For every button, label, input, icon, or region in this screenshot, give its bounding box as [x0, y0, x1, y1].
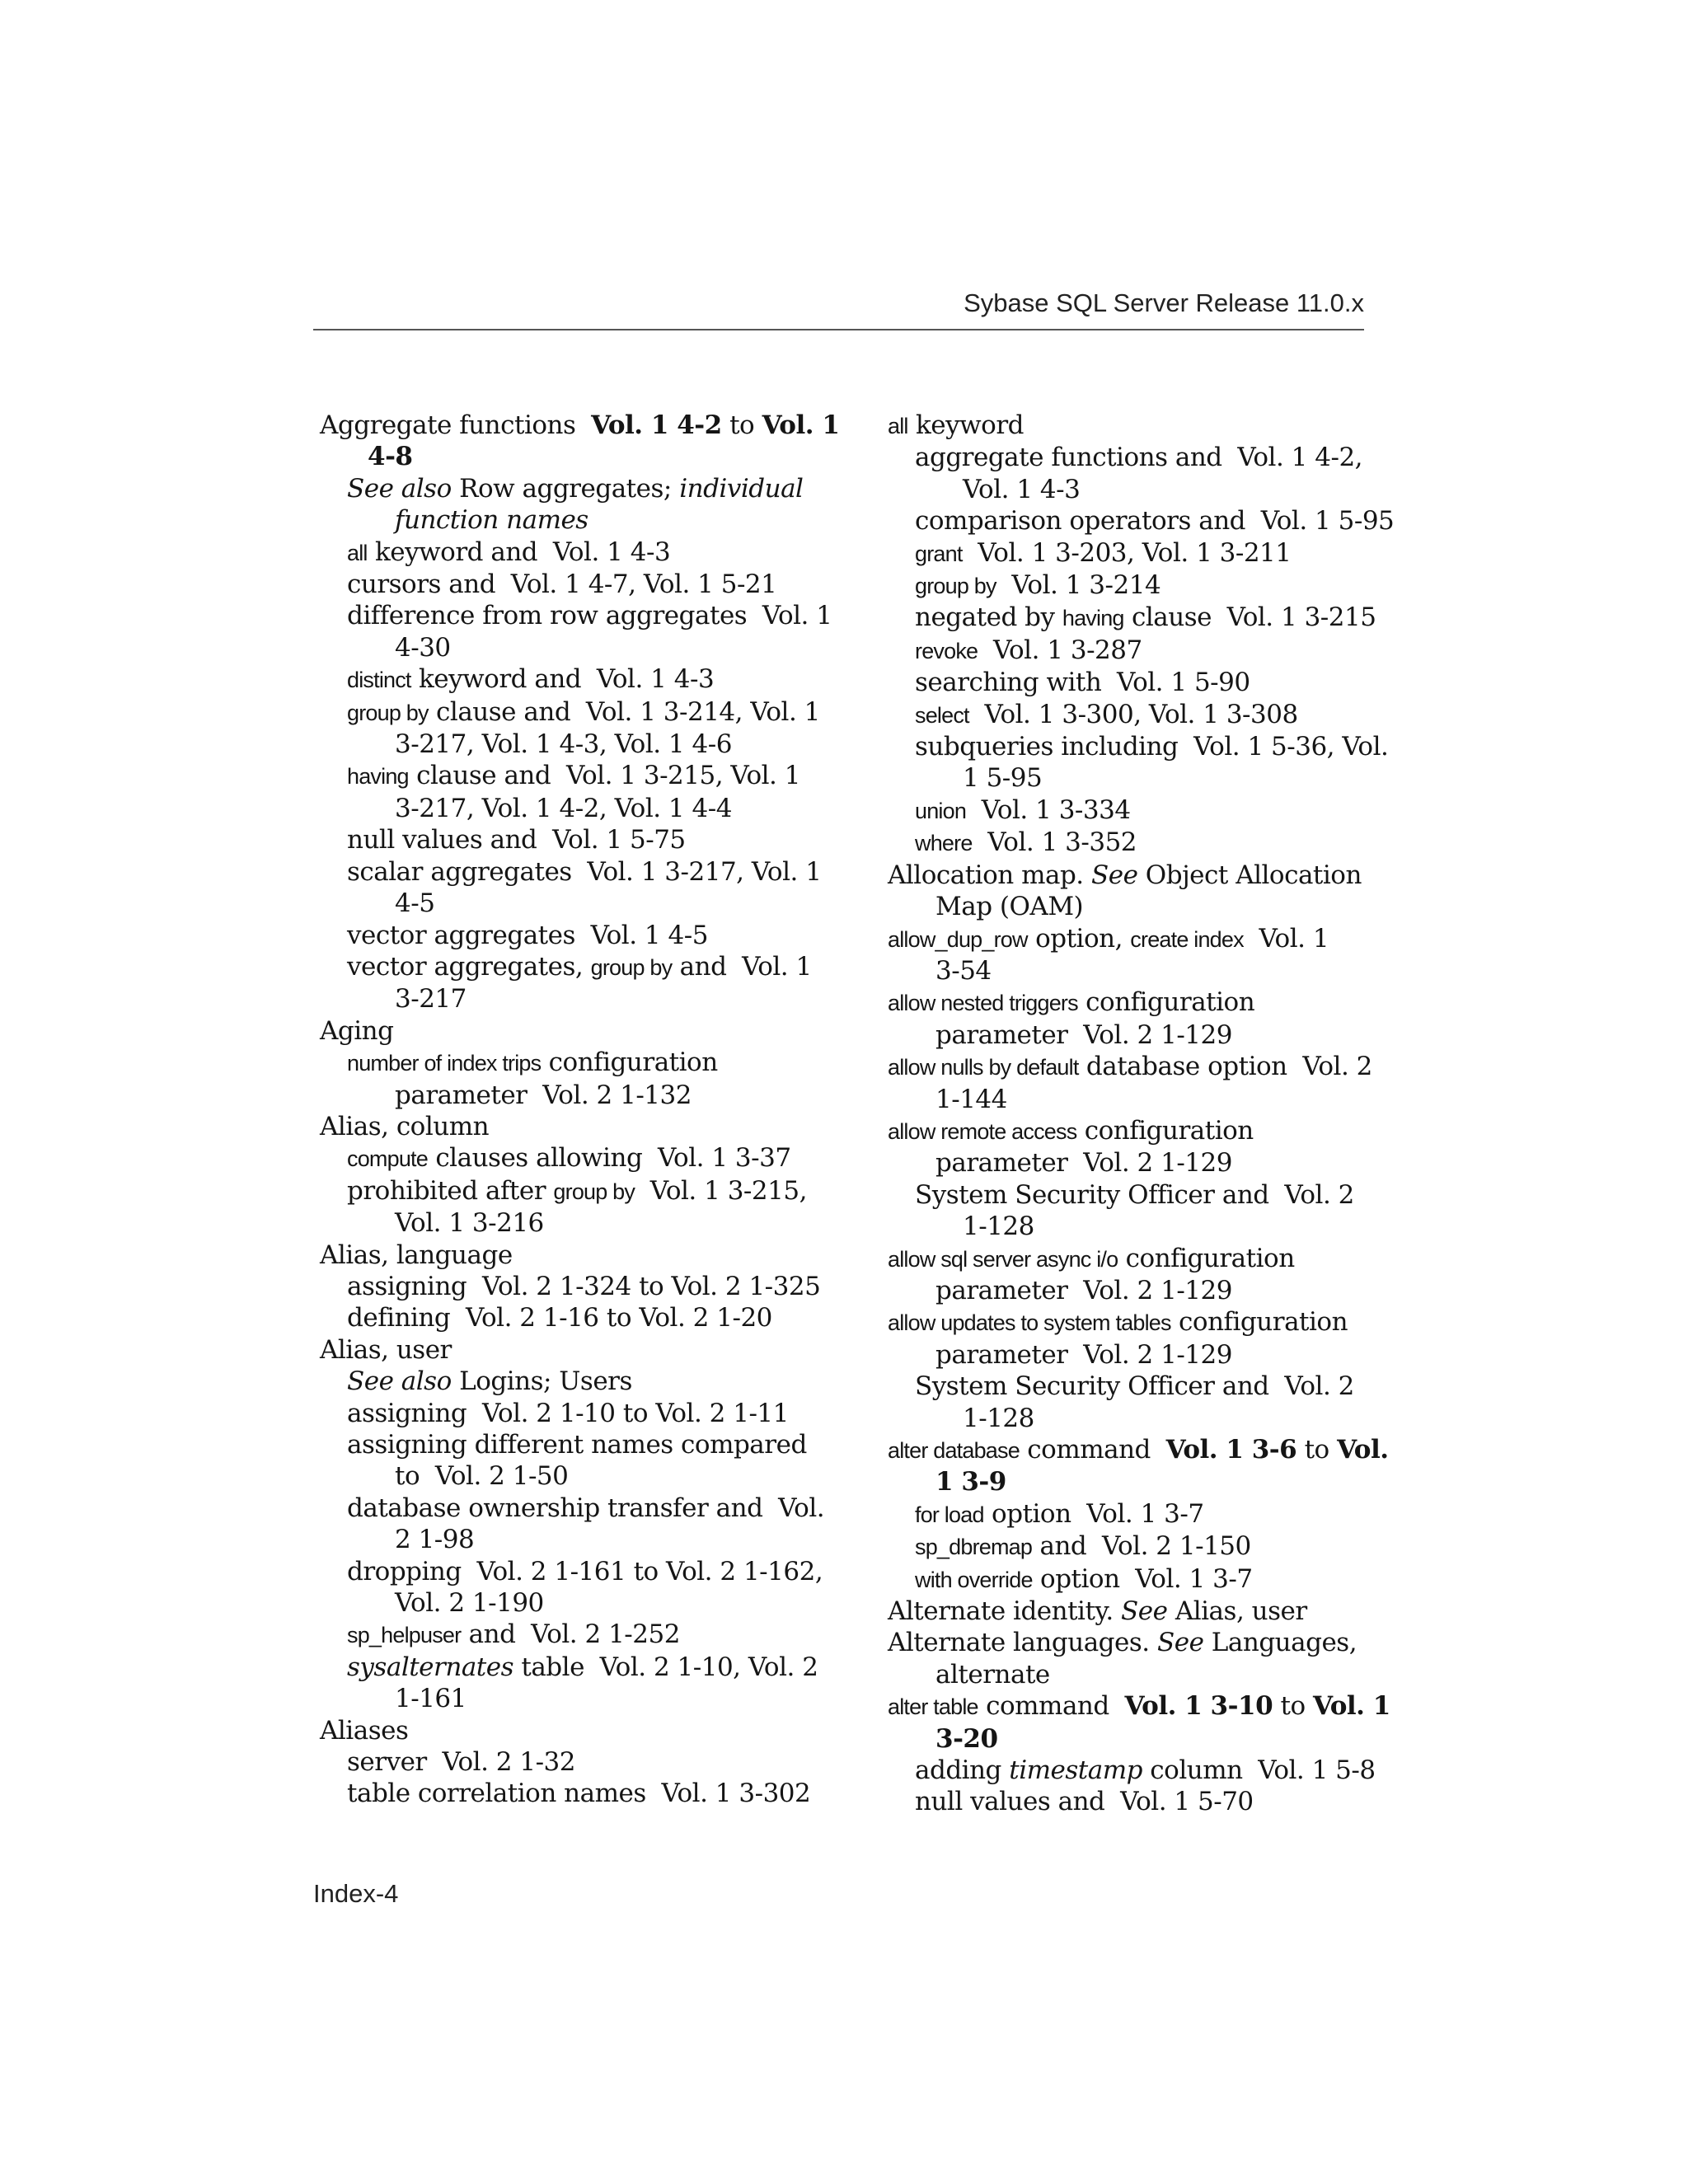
- command-term: all: [347, 540, 368, 565]
- entry-text: Vol.: [1337, 1435, 1389, 1465]
- command-term: allow updates to system tables: [888, 1310, 1171, 1336]
- index-subentry-line: [320, 1207, 831, 1239]
- entry-text: individual: [679, 473, 804, 504]
- entry-text: Vol. 1: [1243, 923, 1329, 954]
- index-subentry-line: [888, 602, 1382, 634]
- entry-text: Vol. 1 3-352: [972, 827, 1137, 858]
- entry-text: Vol. 2 1-190: [395, 1588, 544, 1619]
- entry-text: column Vol. 1 5-8: [1142, 1755, 1376, 1786]
- index-subentry-line: [320, 1652, 831, 1683]
- entry-text: Alias, language: [320, 1240, 513, 1270]
- index-subentry-line: [320, 1556, 831, 1587]
- entry-text: aggregate functions and Vol. 1 4-2,: [915, 443, 1363, 473]
- index-subentry-line: [320, 1175, 831, 1207]
- index-main-entry-line: [888, 1596, 1382, 1627]
- entry-text: option,: [1027, 923, 1131, 954]
- index-subentry-line: [320, 1271, 831, 1302]
- entry-text: server Vol. 2 1-32: [347, 1747, 576, 1778]
- entry-text: option Vol. 1 3-7: [983, 1498, 1204, 1529]
- index-subentry-line: [888, 569, 1382, 602]
- entry-text: System Security Officer and Vol. 2: [915, 1371, 1354, 1402]
- entry-text: Vol. 1 3-300, Vol. 1 3-308: [968, 699, 1298, 729]
- entry-text: database option Vol. 2: [1078, 1052, 1372, 1082]
- command-term: alter database: [888, 1438, 1020, 1463]
- index-main-entry-line: [888, 860, 1382, 891]
- entry-text: Languages,: [1203, 1628, 1357, 1658]
- entry-text: Aggregate functions: [320, 410, 592, 440]
- entry-text: Vol. 1 3-287: [978, 635, 1142, 665]
- entry-text: parameter Vol. 2 1-129: [935, 1019, 1232, 1050]
- entry-text: 1-128: [963, 1403, 1034, 1433]
- index-subentry-line: [888, 762, 1382, 794]
- index-subentry-line: [888, 667, 1382, 698]
- index-subentry-line: [888, 1403, 1382, 1434]
- entry-text: See: [1091, 860, 1138, 890]
- index-subentry-line: [320, 473, 831, 504]
- index-subentry-line: [888, 505, 1395, 537]
- index-main-entry-line: [320, 1240, 831, 1271]
- entry-text: 3-217, Vol. 1 4-2, Vol. 1 4-4: [395, 793, 732, 823]
- entry-text: Alternate languages.: [888, 1628, 1157, 1658]
- entry-text: Object Allocation: [1137, 860, 1362, 890]
- entry-text: Alias, user: [1167, 1596, 1307, 1627]
- entry-text: configuration: [1170, 1307, 1348, 1338]
- index-subentry-line: [888, 1211, 1382, 1242]
- entry-text: Aging: [320, 1015, 394, 1046]
- entry-text: parameter Vol. 2 1-132: [395, 1080, 692, 1110]
- index-main-entry-line: [888, 1723, 1382, 1755]
- entry-text: table Vol. 2 1-10, Vol. 2: [513, 1652, 818, 1682]
- entry-text: database ownership transfer and Vol.: [347, 1493, 825, 1523]
- command-term: alter table: [888, 1694, 978, 1720]
- index-subentry-line: [320, 1619, 831, 1651]
- index-subentry-line: [888, 827, 1382, 859]
- index-main-entry-line: [320, 1715, 831, 1746]
- entry-text: clauses allowing Vol. 1 3-37: [427, 1143, 791, 1174]
- index-subentry-line: [320, 729, 831, 760]
- index-subentry-line: [888, 699, 1382, 731]
- entry-text: assigning different names compared: [347, 1430, 807, 1460]
- entry-text: 1 3-9: [935, 1467, 1006, 1497]
- entry-text: See also: [347, 473, 452, 504]
- entry-text: vector aggregates Vol. 1 4-5: [347, 920, 708, 950]
- entry-text: System Security Officer and Vol. 2: [915, 1179, 1354, 1210]
- entry-text: and Vol. 2 1-150: [1032, 1531, 1251, 1562]
- index-subentry-line: [888, 1179, 1382, 1211]
- index-subentry-line: [320, 920, 831, 951]
- entry-text: configuration: [541, 1047, 718, 1078]
- index-main-entry-line: [888, 987, 1382, 1019]
- entry-text: prohibited after: [347, 1175, 554, 1206]
- index-column-left: [320, 410, 840, 1810]
- command-term: create index: [1130, 926, 1244, 952]
- command-term: having: [1062, 606, 1124, 631]
- page-number: Index-4: [313, 1879, 399, 1908]
- entry-text: 3-54: [935, 955, 992, 986]
- entry-text: Vol. 1 4-2: [591, 410, 722, 440]
- index-main-entry-line: [888, 1275, 1382, 1306]
- index-main-entry-line: [888, 1147, 1382, 1179]
- entry-text: 4-8: [368, 442, 413, 472]
- entry-text: parameter Vol. 2 1-129: [935, 1275, 1232, 1305]
- index-subentry-line: [888, 794, 1382, 827]
- entry-text: Vol. 1 3-10: [1124, 1691, 1273, 1722]
- entry-text: keyword and Vol. 1 4-3: [410, 664, 715, 695]
- entry-text: assigning Vol. 2 1-324 to Vol. 2 1-325: [347, 1271, 821, 1301]
- index-subentry-line: [320, 1746, 831, 1778]
- entry-text: to: [1296, 1435, 1338, 1465]
- index-subentry-line: [320, 537, 831, 569]
- command-term: distinct: [347, 668, 411, 693]
- index-subentry-line: [888, 635, 1382, 667]
- index-subentry-line: [320, 1047, 831, 1079]
- index-subentry-line: [320, 1398, 831, 1429]
- entry-text: parameter Vol. 2 1-129: [935, 1148, 1232, 1179]
- index-subentry-line: [320, 951, 831, 983]
- entry-text: clause and Vol. 1 3-214, Vol. 1: [428, 696, 820, 727]
- index-subentry-line: [320, 760, 831, 792]
- entry-text: alternate: [935, 1659, 1050, 1690]
- entry-text: searching with Vol. 1 5-90: [915, 668, 1250, 698]
- index-main-entry-line: [888, 1659, 1382, 1690]
- entry-text: Vol. 1 4-3: [963, 474, 1081, 504]
- entry-text: timestamp: [1009, 1755, 1142, 1786]
- entry-text: Vol. 1 3-334: [966, 794, 1131, 825]
- index-subentry-line: [888, 1755, 1382, 1786]
- entry-text: Vol. 1: [1312, 1691, 1390, 1722]
- index-subentry-line: [320, 1683, 831, 1714]
- index-main-entry-line: [888, 1084, 1382, 1115]
- entry-text: See also: [347, 1366, 452, 1397]
- command-term: allow nulls by default: [888, 1055, 1079, 1080]
- index-subentry-line: [320, 1460, 831, 1492]
- index-subentry-line: [320, 504, 831, 536]
- entry-text: difference from row aggregates Vol. 1: [347, 601, 832, 631]
- command-term: sp_dbremap: [915, 1535, 1033, 1560]
- entry-text: null values and Vol. 1 5-70: [915, 1787, 1254, 1817]
- index-main-entry-line: [888, 1466, 1382, 1497]
- entry-text: 2 1-98: [395, 1525, 475, 1555]
- index-main-entry-line: [320, 1334, 831, 1366]
- index-subentry-line: [320, 888, 831, 919]
- entry-text: Vol. 1 3-215,: [635, 1175, 807, 1206]
- index-main-entry-line: [888, 1051, 1382, 1083]
- index-subentry-line: [320, 632, 831, 663]
- index-subentry-line: [888, 537, 1382, 569]
- running-header: Sybase SQL Server Release 11.0.x: [964, 288, 1364, 317]
- index-main-entry-line: [888, 1243, 1382, 1275]
- command-term: group by: [553, 1179, 635, 1204]
- index-subentry-line: [320, 1778, 831, 1809]
- entry-text: Allocation map.: [888, 860, 1092, 890]
- entry-text: cursors and Vol. 1 4-7, Vol. 1 5-21: [347, 569, 777, 600]
- entry-text: command: [1019, 1435, 1166, 1465]
- index-subentry-line: [320, 856, 831, 888]
- entry-text: Map (OAM): [935, 892, 1084, 922]
- entry-text: configuration: [1118, 1243, 1295, 1273]
- command-term: allow sql server async i/o: [888, 1246, 1118, 1272]
- entry-text: option Vol. 1 3-7: [1032, 1563, 1253, 1594]
- command-term: all: [888, 414, 908, 438]
- entry-text: negated by: [915, 602, 1062, 633]
- command-term: grant: [915, 541, 963, 566]
- entry-text: null values and Vol. 1 5-75: [347, 825, 686, 855]
- entry-text: Aliases: [320, 1715, 409, 1746]
- entry-text: command: [978, 1691, 1125, 1722]
- entry-text: to: [721, 410, 762, 440]
- index-subentry-line: [320, 663, 831, 696]
- index-subentry-line: [320, 1429, 831, 1460]
- index-subentry-line: [320, 983, 831, 1015]
- entry-text: keyword: [907, 410, 1024, 440]
- entry-text: Vol. 1 3-203, Vol. 1 3-211: [962, 537, 1292, 568]
- command-term: number of index trips: [347, 1051, 542, 1076]
- index-subentry-line: [320, 569, 831, 600]
- entry-text: 4-30: [395, 632, 451, 663]
- entry-text: 1-128: [963, 1212, 1034, 1242]
- index-subentry-line: [320, 793, 831, 824]
- entry-text: Vol. 1 3-216: [395, 1208, 544, 1239]
- index-subentry-line: [888, 1786, 1382, 1817]
- index-main-entry-line: [888, 891, 1382, 922]
- index-subentry-line: [888, 731, 1389, 762]
- entry-text: configuration: [1077, 987, 1255, 1018]
- entry-text: comparison operators and Vol. 1 5-95: [915, 506, 1395, 537]
- entry-text: sysalternates: [347, 1652, 514, 1682]
- index-subentry-line: [320, 1142, 831, 1174]
- index-subentry-line: [888, 1563, 1382, 1596]
- command-term: allow nested triggers: [888, 991, 1078, 1016]
- entry-text: configuration: [1076, 1115, 1254, 1146]
- index-main-entry-line: [888, 955, 1382, 987]
- command-term: select: [915, 702, 969, 728]
- index-subentry-line: [320, 1524, 831, 1555]
- entry-text: Vol. 1: [762, 410, 840, 440]
- command-term: revoke: [915, 638, 978, 663]
- index-main-entry-line: [320, 410, 840, 441]
- index-subentry-line: [888, 442, 1382, 473]
- entry-text: dropping Vol. 2 1-161 to Vol. 2 1-162,: [347, 1556, 823, 1586]
- index-main-entry-line: [888, 410, 1382, 442]
- index-subentry-line: [320, 1587, 831, 1619]
- entry-text: 4-5: [395, 888, 435, 919]
- command-term: sp_helpuser: [347, 1623, 462, 1648]
- index-subentry-line: [320, 1302, 831, 1333]
- command-term: group by: [915, 574, 996, 599]
- entry-text: assigning Vol. 2 1-10 to Vol. 2 1-11: [347, 1398, 789, 1428]
- command-term: union: [915, 798, 967, 823]
- entry-text: 3-217: [395, 984, 467, 1015]
- index-subentry-line: [320, 1493, 831, 1524]
- command-term: having: [347, 764, 409, 790]
- entry-text: clause Vol. 1 3-215: [1123, 602, 1376, 633]
- index-main-entry-line: [320, 1111, 831, 1142]
- entry-text: Vol. 1 3-214: [996, 570, 1161, 601]
- index-subentry-line: [320, 824, 831, 855]
- entry-text: defining Vol. 2 1-16 to Vol. 2 1-20: [347, 1303, 772, 1333]
- index-main-entry-line: [888, 1627, 1382, 1658]
- index-column-right: [888, 410, 1395, 1818]
- entry-text: 3-20: [935, 1723, 998, 1754]
- index-subentry-line: [888, 474, 1382, 505]
- entry-text: clause and Vol. 1 3-215, Vol. 1: [408, 761, 800, 791]
- command-term: with override: [915, 1567, 1033, 1592]
- entry-text: Row aggregates;: [451, 473, 680, 504]
- index-main-entry-line: [888, 1306, 1382, 1338]
- index-subentry-line: [888, 1498, 1382, 1530]
- header-rule: [313, 329, 1364, 330]
- entry-text: parameter Vol. 2 1-129: [935, 1339, 1232, 1370]
- entry-text: adding: [915, 1755, 1010, 1786]
- command-term: compute: [347, 1146, 428, 1172]
- entry-text: Logins; Users: [451, 1366, 632, 1397]
- entry-text: subqueries including Vol. 1 5-36, Vol.: [915, 732, 1389, 762]
- entry-text: vector aggregates,: [347, 951, 591, 982]
- entry-text: Alias, user: [320, 1334, 452, 1365]
- index-subentry-line: [320, 696, 831, 729]
- index-main-entry-line: [888, 1339, 1382, 1371]
- entry-text: table correlation names Vol. 1 3-302: [347, 1779, 811, 1809]
- command-term: allow_dup_row: [888, 926, 1028, 952]
- index-main-entry-line: [888, 1019, 1382, 1051]
- index-subentry-line: [888, 1530, 1382, 1563]
- command-term: for load: [915, 1502, 984, 1527]
- command-term: allow remote access: [888, 1118, 1077, 1144]
- entry-text: function names: [395, 505, 588, 536]
- entry-text: Alternate identity.: [888, 1596, 1122, 1627]
- entry-text: and Vol. 2 1-252: [461, 1619, 680, 1650]
- index-main-entry-line: [888, 1434, 1389, 1466]
- command-term: group by: [590, 954, 673, 980]
- index-main-entry-line: [320, 441, 831, 472]
- entry-text: 1 5-95: [963, 763, 1043, 794]
- entry-text: See: [1157, 1628, 1204, 1658]
- entry-text: 1-144: [935, 1084, 1007, 1114]
- entry-text: to: [1273, 1691, 1313, 1722]
- command-term: group by: [347, 700, 429, 725]
- index-subentry-line: [320, 600, 831, 631]
- index-subentry-line: [320, 1080, 831, 1111]
- entry-text: 1-161: [395, 1684, 467, 1714]
- entry-text: 3-217, Vol. 1 4-3, Vol. 1 4-6: [395, 729, 732, 760]
- entry-text: See: [1121, 1596, 1168, 1627]
- entry-text: Alias, column: [320, 1111, 490, 1141]
- index-main-entry-line: [888, 1115, 1382, 1147]
- command-term: where: [915, 831, 973, 856]
- entry-text: to Vol. 2 1-50: [395, 1461, 569, 1492]
- index-subentry-line: [888, 1371, 1382, 1402]
- entry-text: scalar aggregates Vol. 1 3-217, Vol. 1: [347, 856, 822, 887]
- index-main-entry-line: [888, 1690, 1390, 1722]
- index-main-entry-line: [888, 923, 1382, 955]
- entry-text: keyword and Vol. 1 4-3: [367, 537, 671, 567]
- entry-text: and Vol. 1: [672, 951, 812, 982]
- entry-text: Vol. 1 3-6: [1165, 1435, 1297, 1465]
- index-subentry-line: [320, 1366, 831, 1397]
- index-main-entry-line: [320, 1015, 831, 1047]
